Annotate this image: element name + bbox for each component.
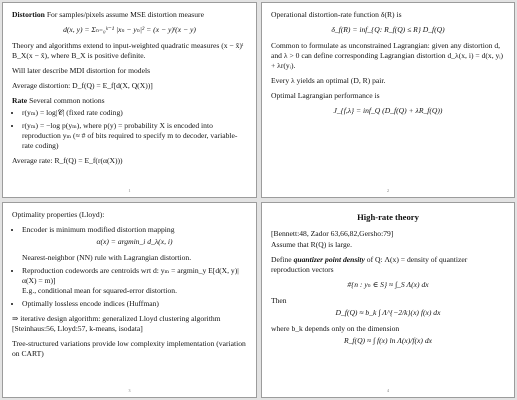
lloyd-algorithm-text: ⇒ iterative design algorithm: generalized Lloyd clustering algorithm [Steinhaus:56, Lloyd:57, k-means, isodata] <box>12 314 221 334</box>
define-word: Define <box>271 255 292 265</box>
then-word: Then <box>271 296 287 306</box>
list-item: • Optimally lossless encode indices (Huffman) <box>22 299 247 309</box>
list-item <box>22 225 247 263</box>
optimality-list <box>12 225 247 309</box>
drf-equation: δ_f(R) = inf_{Q: R_f(Q) ≤ R} D_f(Q) <box>331 25 445 35</box>
point-density-definition <box>271 255 505 275</box>
distortion-intro <box>12 10 247 20</box>
list-item: • r(yₘ) = −log p(yₘ), where p(y) = probability X is encoded into reproduction yₘ (≈ # of bits required to specify m to decoder, variable-rate coding) <box>22 121 247 151</box>
average-rate: Average rate: R_f(Q) = E_f(r(α(X))) <box>12 156 123 166</box>
page-number: 4 <box>387 387 389 393</box>
rate-intro <box>12 96 247 106</box>
optimal-lagrangian-text: Optimal Lagrangian performance is <box>271 91 380 101</box>
mse-equation: d(x, y) = Σₙ₌₀ᵏ⁻¹ |xₙ − yₙ|² = (x − y)ᵗ(x − y) <box>63 25 196 35</box>
slide-1 <box>2 2 257 198</box>
distortion-heading-rest: For samples/pixels assume MSE distortion measure <box>46 10 204 19</box>
rate-heading: Rate <box>12 96 28 106</box>
slide-2 <box>261 2 515 198</box>
centroid-rule: Reproduction codewords are centroids wrt d: yₘ = argmin_y E[d(X, y)|α(X) = m)] <box>22 266 239 286</box>
weighted-measures-text: Theory and algorithms extend to input-weighted quadratic measures (x − x̂)ᵗ B_X(x − x̂), where B_X is positive definite. <box>12 41 244 61</box>
point-density-rest: of Q: Λ(x) = density of quantizer reproduction vectors <box>271 255 468 275</box>
large-rate-assumption: Assume that R(Q) is large. <box>271 240 353 250</box>
page-number: 1 <box>128 187 131 193</box>
citations: [Bennett:48, Zador 63,66,82,Gersho:79] <box>271 229 394 239</box>
conditional-mean-note: E.g., conditional mean for squared-error distortion. <box>22 286 177 296</box>
lambda-pair-text: Every λ yields an optimal (D, R) pair. <box>271 76 386 86</box>
tree-structured-text: Tree-structured variations provide low complexity implementation (variation on CART) <box>12 339 246 359</box>
distortion-heading: Distortion <box>12 10 45 19</box>
rate-heading-rest: Several common notions <box>29 96 105 106</box>
distortion-approx-equation: D_f(Q) ≈ b_k ∫ Λ^{−2/k}(x) f(x) dx <box>335 308 441 318</box>
argmin-equation: α(x) = argmin_i d_λ(x, i) <box>96 237 173 247</box>
mdi-note: Will later describe MDI distortion for models <box>12 66 151 76</box>
optimality-heading: Optimality properties (Lloyd): <box>12 210 105 219</box>
list-item: • r(yₘ) = log|𝒞| (fixed rate coding) <box>22 108 247 118</box>
count-equation: #{n : yₙ ∈ S} ≈ ∫_S Λ(x) dx <box>347 280 429 290</box>
slide-4 <box>261 202 515 398</box>
slide-3 <box>2 202 257 398</box>
average-distortion: Average distortion: D_f(Q) = E_f[d(X, Q(X))] <box>12 81 153 91</box>
point-density-term: quantizer point density <box>293 255 365 265</box>
rate-approx-equation: R_f(Q) ≈ ∫ f(x) ln Λ(x)/f(x) dx <box>344 336 432 346</box>
lagrangian-equation: J_{f,λ} = inf_Q (D_f(Q) + λR_f(Q)) <box>333 106 443 116</box>
list-item <box>22 266 247 296</box>
bk-note: where b_k depends only on the dimension <box>271 324 400 334</box>
nn-rule: Nearest-neighbor (NN) rule with Lagrangian distortion. <box>22 253 192 263</box>
lagrangian-text: Common to formulate as unconstrained Lagrangian: given any distortion d, and λ > 0 can define corresponding Lagrangian distortion d_λ(x, i) = d(x, yᵢ) + λr(yᵢ). <box>271 41 504 71</box>
rate-list <box>12 108 247 151</box>
page-number: 2 <box>387 187 389 193</box>
drf-intro: Operational distortion-rate function δ(R) is <box>271 10 402 19</box>
page-number: 3 <box>128 387 131 393</box>
encoder-rule: Encoder is minimum modified distortion mapping <box>22 225 175 235</box>
slide-title: High-rate theory <box>357 212 419 222</box>
